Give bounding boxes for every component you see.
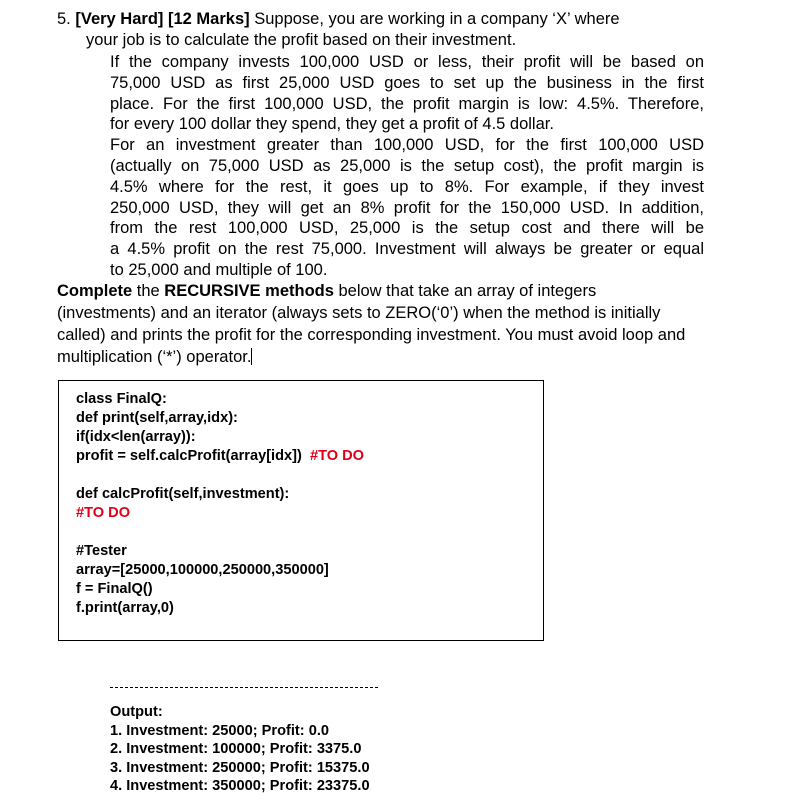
description-line: 75,000 USD as first 25,000 USD goes to set up the business in the first (110, 73, 704, 92)
code-box (58, 380, 544, 641)
task-line-1 (57, 280, 757, 302)
output-line: 1. Investment: 25000; Profit: 0.0 (110, 723, 329, 739)
description-line: to 25,000 and multiple of 100. (110, 260, 328, 279)
output-separator (110, 687, 378, 688)
task-keyword-complete: Complete (57, 282, 133, 300)
output-line: 4. Investment: 350000; Profit: 23375.0 (110, 778, 370, 794)
question-number: 5. (57, 10, 71, 28)
task-text: the (132, 282, 165, 300)
description-line: for every 100 dollar they spend, they get a profit of 4.5 dollar. (110, 115, 554, 134)
task-keyword-recursive: RECURSIVE methods (164, 282, 334, 300)
task-line-4 (57, 346, 757, 368)
description-line: 4.5% where for the rest, it goes up to 8%. For example, if they invest (110, 177, 704, 196)
text-cursor (251, 348, 252, 365)
task-line-3: called) and prints the profit for the corresponding investment. You must avoid loop and (57, 326, 686, 344)
description-paragraph (110, 52, 704, 281)
difficulty-label: [Very Hard] (75, 10, 164, 28)
code-def-calc: def calcProfit(self,investment): (76, 486, 290, 502)
output-line: 2. Investment: 100000; Profit: 3375.0 (110, 741, 362, 757)
question-intro: Suppose, you are working in a company ‘X’ where (254, 10, 620, 28)
task-text: below that take an array of integers (333, 282, 597, 300)
task-line-2: (investments) and an iterator (always sets to ZERO(‘0’) when the method is initially (57, 304, 661, 322)
todo-comment: #TO DO (309, 448, 365, 464)
question-header (57, 9, 620, 30)
code-tester-comment: #Tester (76, 543, 127, 559)
code-def-print: def print(self,array,idx): (76, 410, 238, 426)
description-line: 250,000 USD, they will get an 8% profit for the 150,000 USD. In addition, (110, 198, 704, 217)
description-line: (actually on 75,000 USD as 25,000 is the setup cost), the profit margin is (110, 156, 704, 175)
todo-comment: #TO DO (76, 505, 131, 521)
description-line: place. For the first 100,000 USD, the profit margin is low: 4.5%. Therefore, (110, 94, 704, 113)
code-text: profit = self.calcProfit(array[idx]) (76, 448, 302, 464)
description-line: If the company invests 100,000 USD or less, their profit will be based on (110, 53, 704, 71)
description-line: For an investment greater than 100,000 USD, for the first 100,000 USD (110, 136, 704, 155)
task-statement (57, 280, 757, 368)
question-intro-line2: your job is to calculate the profit based on their investment. (86, 31, 517, 49)
code-array-line: array=[25000,100000,250000,350000] (76, 562, 329, 578)
task-text: multiplication (‘*’) operator. (57, 348, 252, 366)
description-line: from the rest 100,000 USD, 25,000 is the setup cost and there will be (110, 219, 704, 238)
code-class-line: class FinalQ: (76, 391, 167, 407)
output-label: Output: (110, 704, 163, 720)
code-if-line: if(idx<len(array)): (76, 429, 196, 445)
code-object-line: f = FinalQ() (76, 581, 153, 597)
code-profit-line (76, 447, 364, 466)
code-call-line: f.print(array,0) (76, 600, 174, 616)
description-line: a 4.5% profit on the rest 75,000. Investment will always be greater or equal (110, 240, 704, 259)
output-line: 3. Investment: 250000; Profit: 15375.0 (110, 760, 370, 776)
marks-label: [12 Marks] (168, 10, 250, 28)
